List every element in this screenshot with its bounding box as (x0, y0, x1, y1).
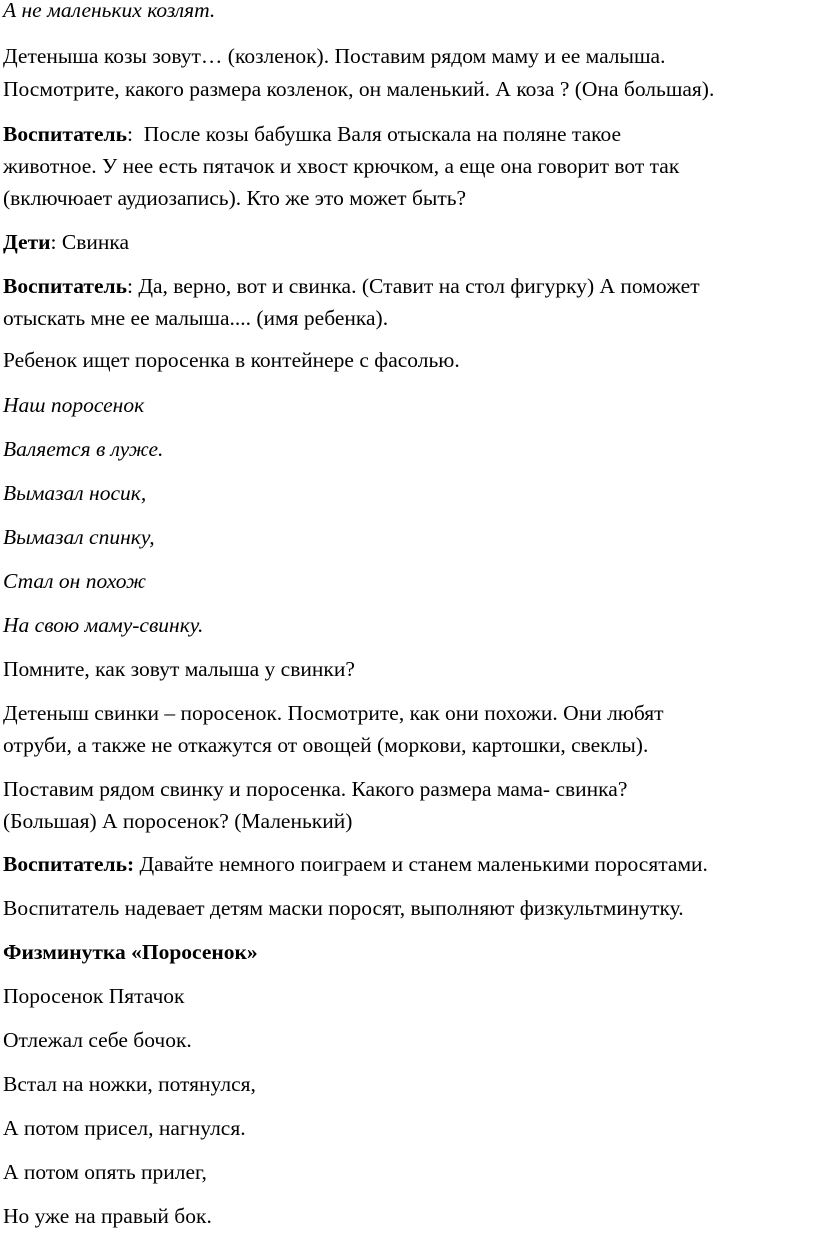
verse-line: А не маленьких козлят. (3, 0, 216, 22)
paragraph-line: Ребенок ищет поросенка в контейнере с фасолью. (3, 348, 460, 372)
speaker-name: Воспитатель (3, 274, 127, 298)
verse-line: Отлежал себе бочок. (3, 1028, 192, 1052)
paragraph-text: Давайте немного поиграем и станем маленькими поросятами. (139, 852, 708, 876)
speaker-separator: : (126, 122, 144, 146)
verse-line: Поросенок Пятачок (3, 984, 185, 1008)
speaker-line (3, 270, 700, 303)
paragraph-line: (Большая) А поросенок? (Маленький) (3, 809, 353, 833)
paragraph-line: Детеныша козы зовут… (козленок). Поставим рядом маму и ее малыша. (3, 44, 666, 68)
verse-line: На свою маму-свинку. (3, 613, 204, 637)
verse-line: Валяется в луже. (3, 437, 164, 461)
speaker-separator: : (50, 230, 62, 254)
section-heading-text: Физминутка «Поросенок» (3, 940, 258, 964)
paragraph-line: Посмотрите, какого размера козленок, он маленький. А коза ? (Она большая). (3, 77, 715, 101)
paragraph-line: Воспитатель надевает детям маски поросят, выполняют физкультминутку. (3, 896, 684, 920)
verse-line: Стал он похож (3, 569, 147, 593)
paragraph-text: Да, верно, вот и свинка. (Ставит на стол фигурку) А поможет (138, 274, 700, 298)
paragraph-line: отыскать мне ее малыша.... (имя ребенка). (3, 306, 389, 330)
paragraph-line: отруби, а также не откажутся от овощей (моркови, картошки, свеклы). (3, 733, 649, 757)
verse-line: Встал на ножки, потянулся, (3, 1072, 256, 1096)
paragraph-line: животное. У нее есть пятачок и хвост крючком, а еще она говорит вот так (3, 154, 680, 178)
speaker-name: Дети (3, 230, 51, 254)
verse-line: А потом опять прилег, (3, 1160, 207, 1184)
section-heading (3, 936, 258, 969)
speaker-line (3, 118, 621, 151)
paragraph-text: Свинка (61, 230, 130, 254)
verse-line: Но уже на правый бок. (3, 1204, 212, 1228)
verse-line: А потом присел, нагнулся. (3, 1116, 246, 1140)
paragraph-line: Помните, как зовут малыша у свинки? (3, 657, 355, 681)
speaker-line (3, 226, 129, 259)
speaker-name: Воспитатель (3, 122, 127, 146)
verse-line: Вымазал спинку, (3, 525, 155, 549)
verse-line: Наш поросенок (3, 393, 145, 417)
paragraph-line: Поставим рядом свинку и поросенка. Какого размера мама- свинка? (3, 777, 628, 801)
speaker-separator: : (126, 274, 139, 298)
paragraph-line: Детеныш свинки – поросенок. Посмотрите, как они похожи. Они любят (3, 701, 664, 725)
speaker-name: Воспитатель: (3, 852, 135, 876)
paragraph-line: (включюает аудиозапись). Кто же это может быть? (3, 186, 467, 210)
paragraph-text: После козы бабушка Валя отыскала на поляне такое (143, 122, 622, 146)
verse-line: Вымазал носик, (3, 481, 147, 505)
speaker-line (3, 848, 708, 881)
